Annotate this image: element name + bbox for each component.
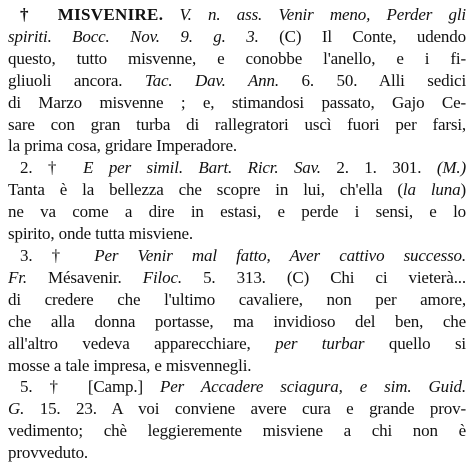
- text-run: ): [460, 180, 466, 200]
- text-run: spirito, onde tutta misviene.: [8, 224, 193, 244]
- text-run: ne va come a dire in estasi, e perde i sensi, e lo: [8, 202, 466, 222]
- text-run: (C) Il Conte, udendo: [258, 26, 466, 46]
- entry-line: [8, 48, 466, 70]
- entry-line: [8, 135, 466, 157]
- entry-line: [8, 311, 466, 333]
- italic-run: la luna: [402, 180, 461, 200]
- text-run: di credere che l'ultimo cavaliere, non per amore,: [8, 289, 466, 309]
- entry-line: [8, 223, 466, 245]
- entry-line: [8, 398, 466, 420]
- text-run: 3. †: [20, 245, 95, 265]
- entry-line: [8, 179, 466, 201]
- text-run: che alla donna portasse, ma invidioso del ben, che: [8, 311, 466, 331]
- italic-run: (M.): [436, 158, 466, 178]
- italic-run: Per Venir mal fatto, Aver cattivo successo.: [94, 245, 466, 265]
- italic-run: Tac. Dav. Ann.: [144, 70, 279, 90]
- text-run: provveduto.: [8, 443, 89, 463]
- text-run: Tanta è la bellezza che scopre in lui, ch'ella (: [8, 180, 403, 200]
- text-run: 5. 313. (C) Chi ci vieterà...: [181, 267, 466, 287]
- text-run: la prima cosa, gridare Imperadore.: [8, 136, 238, 156]
- entry-line: [8, 420, 466, 442]
- text-run: 2. 1. 301.: [320, 158, 437, 178]
- italic-run: spiriti. Bocc. Nov. 9. g. 3.: [8, 26, 259, 46]
- entry-line: [8, 245, 466, 267]
- text-run: gliuoli ancora.: [8, 70, 145, 90]
- text-run: Mésavenir.: [26, 267, 143, 287]
- entry-line: [8, 92, 466, 114]
- text-run: 5. † [Camp.]: [20, 377, 161, 397]
- text-run: sare con gran turba di rallegratori uscì fuori per farsi,: [8, 114, 466, 134]
- entry-text-block: [8, 4, 466, 464]
- text-run: 2. †: [20, 158, 84, 178]
- entry-line: [8, 355, 466, 377]
- dictionary-entry: [8, 4, 466, 464]
- entry-line: [8, 289, 466, 311]
- entry-line: [8, 114, 466, 136]
- entry-line: [8, 26, 466, 48]
- italic-run: per turbar: [275, 333, 365, 353]
- text-run: 15. 23. A voi conviene avere cura e grande prov-: [24, 399, 466, 419]
- text-run: all'altro vedeva apparecchiare,: [8, 333, 276, 353]
- entry-line: [8, 157, 466, 179]
- text-run: quello si: [364, 333, 466, 353]
- italic-run: Per Accadere sciagura, e sim. Guid.: [160, 377, 466, 397]
- italic-run: Fr.: [8, 267, 27, 287]
- entry-line: [8, 70, 466, 92]
- entry-line: [8, 267, 466, 289]
- text-run: vedimento; chè leggieremente misviene a chi non è: [8, 421, 466, 441]
- text-run: mosse a tale impresa, e misvennegli.: [8, 355, 252, 375]
- italic-run: V. n. ass. Venir meno, Perder gli: [163, 5, 466, 24]
- text-run: questo, tutto misvenne, e conobbe l'anello, e i fi-: [8, 48, 466, 68]
- italic-run: E per simil. Bart. Ricr. Sav.: [83, 158, 321, 178]
- entry-line: [8, 333, 466, 355]
- text-run: 6. 50. Alli sedici: [279, 70, 466, 90]
- italic-run: G.: [8, 399, 25, 419]
- entry-line: [8, 376, 466, 398]
- headword: † MISVENIRE.: [20, 5, 164, 24]
- entry-line: [8, 201, 466, 223]
- italic-run: Filoc.: [142, 267, 182, 287]
- entry-line: [8, 442, 466, 464]
- entry-line: [8, 4, 466, 26]
- text-run: di Marzo misvenne ; e, stimandosi passato, Gajo Ce-: [8, 92, 466, 112]
